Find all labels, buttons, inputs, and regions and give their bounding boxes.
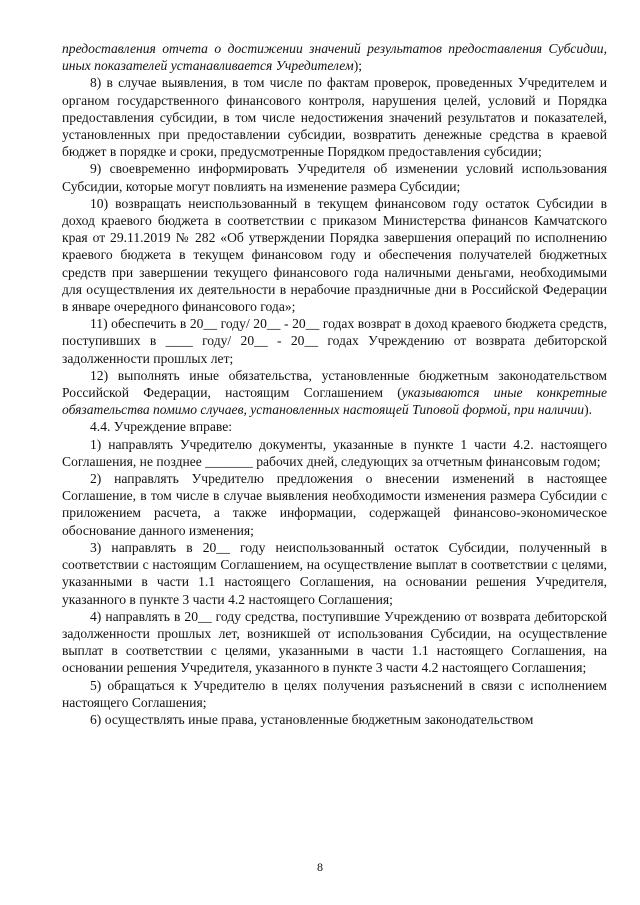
paragraph-p4: [62, 315, 607, 367]
text-segment: 1) направлять Учредителю документы, указанные в пункте 1 части 4.2. настоящего Соглашения, не позднее _______ рабочих дней, следующих за отчетным финансовым годом;: [62, 436, 607, 469]
text-segment: );: [353, 58, 362, 74]
paragraph-p12: [62, 711, 607, 728]
paragraph-p11: [62, 677, 607, 711]
text-segment: 12) выполнять иные обязательства, установленные бюджетным законодательством Российской Федерации, настоящим Соглашением (: [62, 367, 607, 401]
text-segment: 10) возвращать неиспользованный в текущем финансовом году остаток Субсидии в доход краевого бюджета в соответствии с приказом Министерства финансов Камчатского края от 29.11.2019 № 282 «Об утверждении Порядка завершения операций по исполнению краевого бюджета в текущем финансовом году и обеспечения получателей бюджетных средств при завершении текущего финансового года наличными деньгами, необходимыми для осуществления их деятельности в нерабочие праздничные дни в Российской Федерации в январе очередного финансового года»;: [62, 195, 607, 315]
document-page: [62, 40, 607, 728]
paragraph-p3: [62, 195, 607, 315]
text-segment: 11) обеспечить в 20__ году/ 20__ - 20__ годах возврат в доход краевого бюджета средств, поступивших в ____ году/ 20__ - 20__ годах Учреждению от возврата дебиторской задолженности прошлых лет;: [62, 316, 607, 366]
text-segment: 2) направлять Учредителю предложения о внесении изменений в настоящее Соглашение, в том числе в случае выявления необходимости изменения размера Субсидии с приложением расчета, а также информации, содержащей финансово-экономическое обоснование данного изменения;: [62, 471, 607, 538]
text-segment: предоставления отчета о достижении значений результатов предоставления Субсидии, иных показателей устанавливается Учредителем: [62, 41, 607, 74]
paragraph-p8: [62, 470, 607, 539]
text-segment: 5) обращаться к Учредителю в целях получения разъяснений в связи с исполнением настоящего Соглашения;: [62, 677, 607, 710]
text-segment: 3) направлять в 20__ году неиспользованный остаток Субсидии, полученный в соответствии с настоящим Соглашением, на осуществление выплат в соответствии с целями, указанными в части 1.1 настоящего Соглашения, на основании решения Учредителя, указанного в пункте 3 части 4.2 настоящего Соглашения;: [62, 539, 607, 607]
paragraph-p2: [62, 160, 607, 194]
text-segment: 4.4. Учреждение вправе:: [90, 419, 233, 435]
paragraph-p7: [62, 436, 607, 470]
paragraph-p9: [62, 539, 607, 608]
paragraph-p0: [62, 40, 607, 74]
text-segment: 8) в случае выявления, в том числе по фактам проверок, проведенных Учредителем и органом государственного финансового контроля, нарушения целей, условий и Порядка предоставления субсидии, в том числе недостижения значений результатов и показателей, установленных при предоставлении субсидии, возвратить денежные средства в краевой бюджет в порядке и сроки, предусмотренные Порядком предоставления субсидии;: [62, 75, 607, 160]
page-number: 8: [317, 860, 323, 874]
paragraph-p5: [62, 367, 607, 419]
text-segment: 4) направлять в 20__ году средства, поступившие Учреждению от возврата дебиторской задолженности прошлых лет, возникшей от использования Субсидии, на осуществление выплат в соответствии с целями, указанными в части 1.1 настоящего Соглашения, на основании решения Учредителя, указанного в пункте 3 части 4.2 настоящего Соглашения;: [62, 608, 607, 676]
text-segment: 9) своевременно информировать Учредителя об изменении условий использования Субсидии, которые могут повлиять на изменение размера Субсидии;: [62, 161, 607, 194]
text-segment: ).: [584, 402, 592, 418]
paragraph-p1: [62, 74, 607, 160]
text-segment: 6) осуществлять иные права, установленные бюджетным законодательством: [90, 711, 534, 727]
text-segment: указываются иные конкретные обязательства помимо случаев, установленных настоящей Типовой формой, при наличии: [62, 385, 607, 418]
paragraph-p6: [62, 418, 607, 435]
paragraph-p10: [62, 608, 607, 677]
